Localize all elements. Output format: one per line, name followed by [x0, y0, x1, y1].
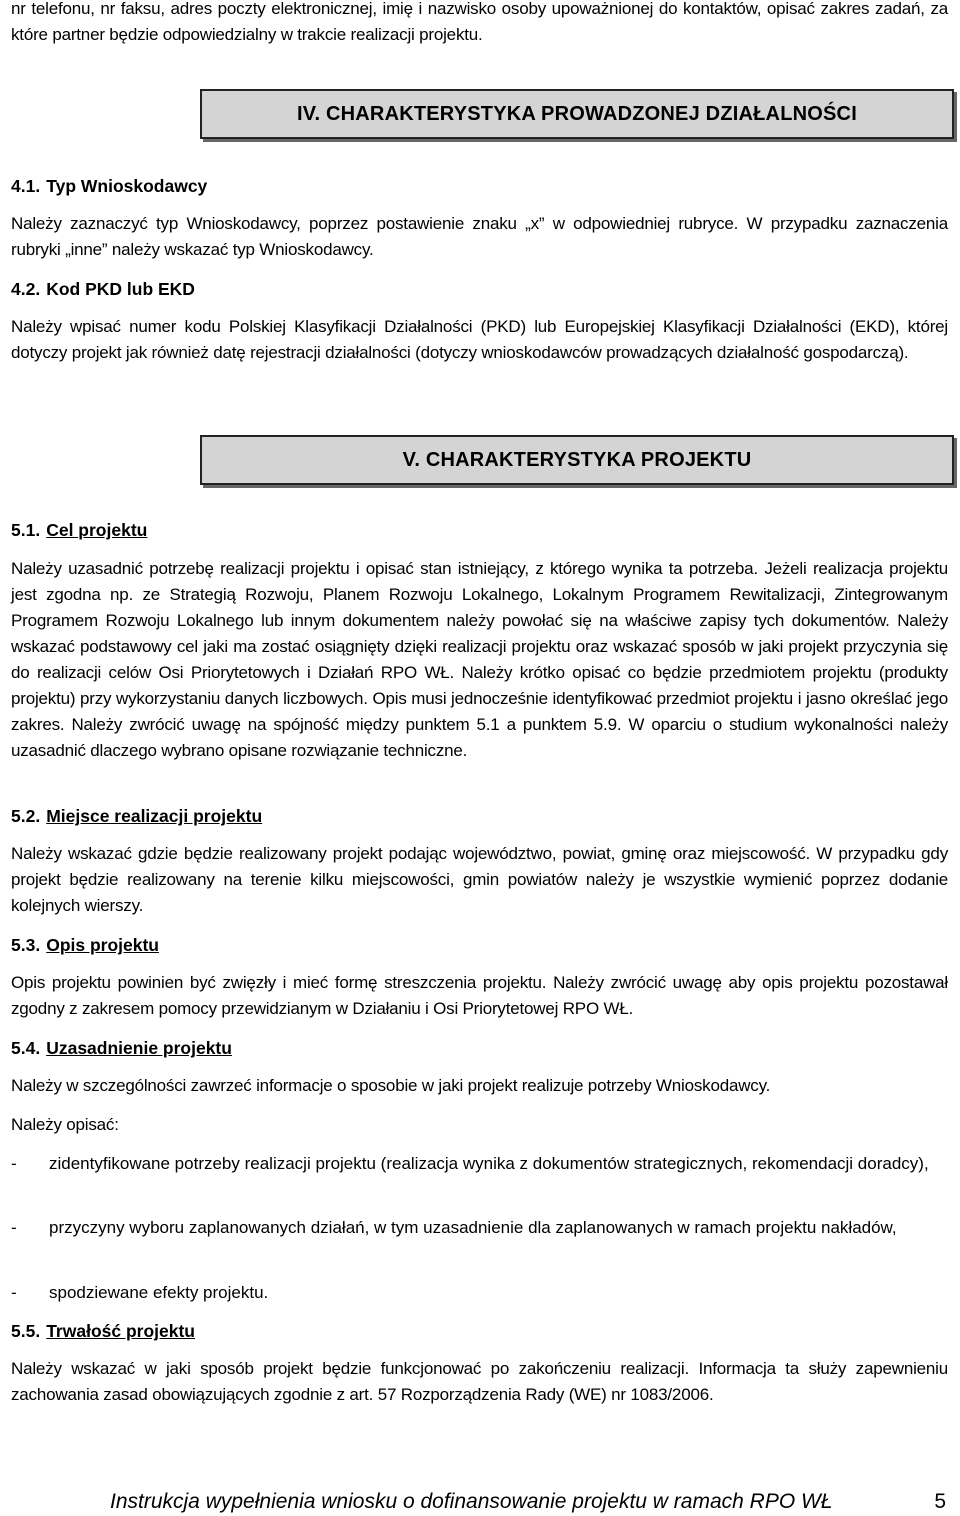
- heading-4-1-title: Typ Wnioskodawcy: [46, 176, 208, 196]
- footer-title: Instrukcja wypełnienia wniosku o dofinansowanie projektu w ramach RPO WŁ: [110, 1490, 833, 1513]
- list-item: [11, 1280, 948, 1306]
- paragraph-5-2: Należy wskazać gdzie będzie realizowany projekt podając województwo, powiat, gminę oraz miejscowość. W przypadku gdy projekt będzie realizowany na terenie kilku miejscowości, gmin powiatów należy je wszystkie wymienić poprzez dodanie kolejnych wierszy.: [11, 844, 948, 915]
- heading-5-4-number: 5.4.: [11, 1038, 41, 1058]
- paragraph-5-4: Należy w szczególności zawrzeć informacje o sposobie w jaki projekt realizuje potrzeby Wnioskodawcy.: [11, 1076, 771, 1095]
- paragraph-4-2: Należy wpisać numer kodu Polskiej Klasyfikacji Działalności (PKD) lub Europejskiej Klasyfikacji Działalności (EKD), której dotyczy projekt jak również datę rejestracji działalności (dotyczy wnioskodawców prowadzących działalność gospodarczą).: [11, 317, 948, 362]
- heading-5-2-title: Miejsce realizacji projektu: [46, 806, 263, 826]
- heading-5-3: [11, 933, 159, 957]
- paragraph-5-5: Należy wskazać w jaki sposób projekt będzie funkcjonować po zakończeniu realizacji. Informacja ta służy zapewnieniu zachowania zasad obowiązujących zgodnie z art. 57 Rozporządzenia Rady (WE) nr 1083/2006.: [11, 1359, 948, 1404]
- list-dash: -: [11, 1218, 17, 1237]
- page-number: 5: [934, 1490, 946, 1513]
- heading-4-2-number: 4.2.: [11, 279, 41, 299]
- heading-5-2-number: 5.2.: [11, 806, 41, 826]
- heading-5-5-title: Trwałość projektu: [46, 1321, 195, 1341]
- heading-4-1-number: 4.1.: [11, 176, 41, 196]
- heading-4-2: [11, 277, 195, 301]
- paragraph-4-1: Należy zaznaczyć typ Wnioskodawcy, poprzez postawienie znaku „x” w odpowiedniej rubryce. W przypadku zaznaczenia rubryki „inne” należy wskazać typ Wnioskodawcy.: [11, 214, 948, 259]
- heading-5-1-number: 5.1.: [11, 520, 41, 540]
- list-item: [11, 1151, 948, 1177]
- intro-paragraph: nr telefonu, nr faksu, adres poczty elektronicznej, imię i nazwisko osoby upoważnionej do kontaktów, opisać zakres zadań, za które partner będzie odpowiedzialny w trakcie realizacji projektu.: [11, 0, 948, 44]
- list-dash: -: [11, 1154, 17, 1173]
- paragraph-5-1: Należy uzasadnić potrzebę realizacji projektu i opisać stan istniejący, z którego wynika ta potrzeba. Jeżeli realizacja projektu jest zgodna np. ze Strategią Rozwoju, Planem Rozwoju Lokalnego, Lokalnym Programem Rewitalizacji, Zintegrowanym Programem Rozwoju Lokalnego lub innym dokumentem należy powołać się na właściwe zapisy tych dokumentów. Należy wskazać podstawowy cel jaki ma zostać osiągnięty dzięki realizacji projektu oraz wskazać sposób w jaki projekt przyczynia się do realizacji celów Osi Priorytetowych i Działań RPO WŁ. Należy krótko opisać co będzie przedmiotem projektu (produkty projektu) przy wykorzystaniu danych liczbowych. Opis musi jednocześnie identyfikować przedmiot projektu i jasno określać jego zakres. Należy zwrócić uwagę na spójność między punktem 5.1 a punktem 5.9. W oparciu o studium wykonalności należy uzasadnić dlaczego wybrano opisane rozwiązanie techniczne.: [11, 559, 948, 760]
- section-5-banner: [200, 435, 954, 485]
- heading-5-3-number: 5.3.: [11, 935, 41, 955]
- section-4-title: IV. CHARAKTERYSTYKA PROWADZONEJ DZIAŁALNOŚCI: [297, 103, 857, 125]
- heading-4-2-title: Kod PKD lub EKD: [46, 279, 195, 299]
- heading-4-1: [11, 174, 207, 198]
- list-item-text: spodziewane efekty projektu.: [49, 1283, 269, 1302]
- heading-5-5: [11, 1319, 195, 1343]
- list-item: [11, 1215, 948, 1241]
- list-dash: -: [11, 1283, 17, 1302]
- section-5-title: V. CHARAKTERYSTYKA PROJEKTU: [402, 449, 752, 471]
- heading-5-1: [11, 518, 147, 542]
- heading-5-1-title: Cel projektu: [46, 520, 148, 540]
- heading-5-4-title: Uzasadnienie projektu: [46, 1038, 232, 1058]
- heading-5-4: [11, 1036, 232, 1060]
- paragraph-5-3: Opis projektu powinien być zwięzły i mieć formę streszczenia projektu. Należy zwrócić uwagę aby opis projektu pozostawał zgodny z zakresem pomocy przewidzianym w Działaniu i Osi Priorytetowej RPO WŁ.: [11, 973, 948, 1018]
- list-item-text: przyczyny wyboru zaplanowanych działań, w tym uzasadnienie dla zaplanowanych w ramach projektu nakładów,: [49, 1218, 897, 1237]
- list-item-text: zidentyfikowane potrzeby realizacji projektu (realizacja wynika z dokumentów strategicznych, rekomendacji doradcy),: [49, 1154, 929, 1173]
- heading-5-3-title: Opis projektu: [46, 935, 159, 955]
- list-intro: Należy opisać:: [11, 1115, 119, 1134]
- heading-5-5-number: 5.5.: [11, 1321, 41, 1341]
- heading-5-2: [11, 804, 262, 828]
- section-4-banner: [200, 89, 954, 139]
